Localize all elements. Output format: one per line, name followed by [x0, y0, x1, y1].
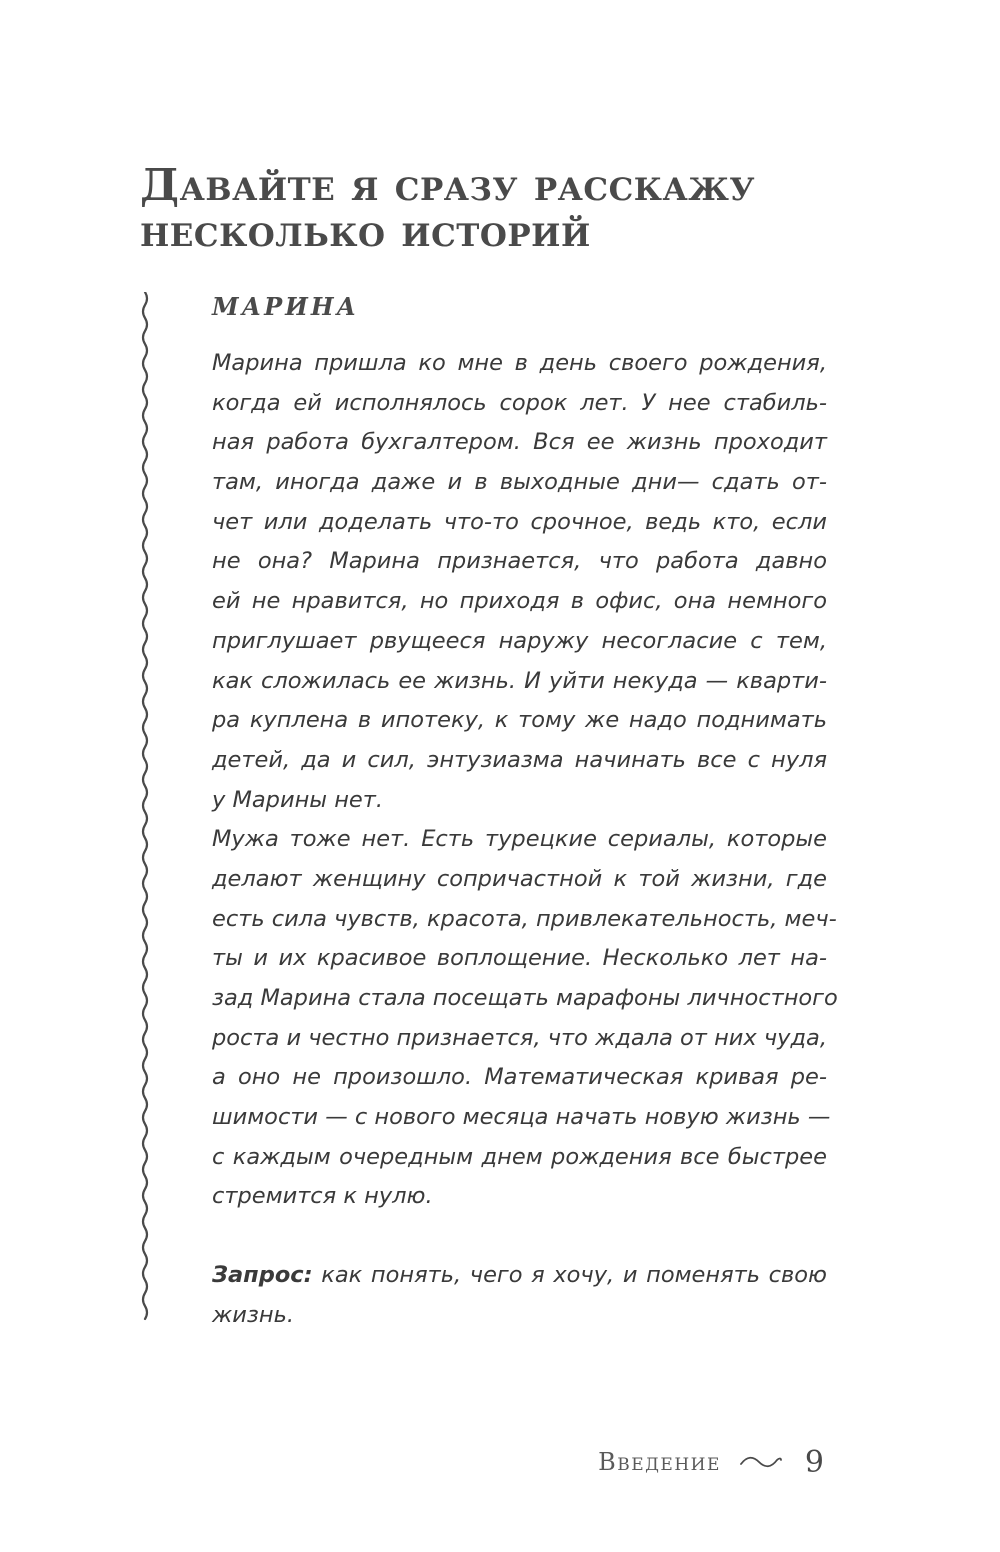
story-line: ты и их красивое воплощение. Несколько лет на- [212, 945, 827, 972]
request-block [212, 1256, 827, 1335]
story-line: не она? Марина признается, что работа давно [212, 548, 827, 575]
story-line: как сложилась ее жизнь. И уйти некуда — кварти- [212, 667, 827, 694]
request-line-2: жизнь. [212, 1301, 294, 1328]
story-line: Мужа тоже нет. Есть турецкие сериалы, которые [212, 826, 827, 853]
running-footer-section: Введение [598, 1448, 721, 1476]
story-line: приглушает рвущееся наружу несогласие с тем, [212, 627, 827, 654]
request-label: Запрос: [212, 1262, 313, 1288]
story-line: чет или доделать что-то срочное, ведь кто, если [212, 508, 827, 535]
story-line: с каждым очередным днем рождения все быстрее [212, 1143, 827, 1170]
chapter-title [140, 160, 900, 257]
story-line: шимости — с нового месяца начать новую жизнь — [212, 1104, 831, 1131]
page-footer [598, 1440, 824, 1484]
request-line-1 [212, 1256, 827, 1296]
story-line: Марина пришла ко мне в день своего рождения, [212, 350, 827, 376]
story-line: ная работа бухгалтером. Вся ее жизнь проходит [212, 429, 827, 456]
wavy-border-ornament [134, 292, 156, 1326]
story-line: есть сила чувств, красота, привлекательность, меч- [212, 905, 837, 932]
chapter-title-line-2: несколько историй [140, 206, 591, 257]
story-line: когда ей исполнялось сорок лет. У нее стабиль- [212, 389, 827, 416]
chapter-title-line-1: Давайте я сразу расскажу [140, 160, 756, 211]
story-line: детей, да и сил, энтузиазма начинать все с нуля [212, 746, 827, 773]
request-text: как понять, чего я хочу, и поменять свою [321, 1262, 827, 1288]
story-line: роста и честно признается, что ждала от них чуда, [212, 1024, 827, 1051]
story-line: стремится к нулю. [212, 1183, 433, 1210]
swirl-ornament-icon [739, 1452, 783, 1472]
story-body [212, 344, 838, 1217]
story-line: ей не нравится, но приходя в офис, она немного [212, 588, 827, 615]
story-line: а оно не произошло. Математическая кривая ре- [212, 1064, 827, 1091]
story-line: делают женщину сопричастной к той жизни, где [212, 865, 827, 892]
story-heading: МАРИНА [212, 292, 360, 321]
story-line: зад Марина стала посещать марафоны личностного [212, 985, 838, 1011]
story-line: у Марины нет. [212, 786, 384, 813]
page-number: 9 [804, 1444, 824, 1480]
story-line: ра куплена в ипотеку, к тому же надо поднимать [212, 707, 827, 734]
story-line: там, иногда даже и в выходные дни— сдать от- [212, 469, 827, 496]
